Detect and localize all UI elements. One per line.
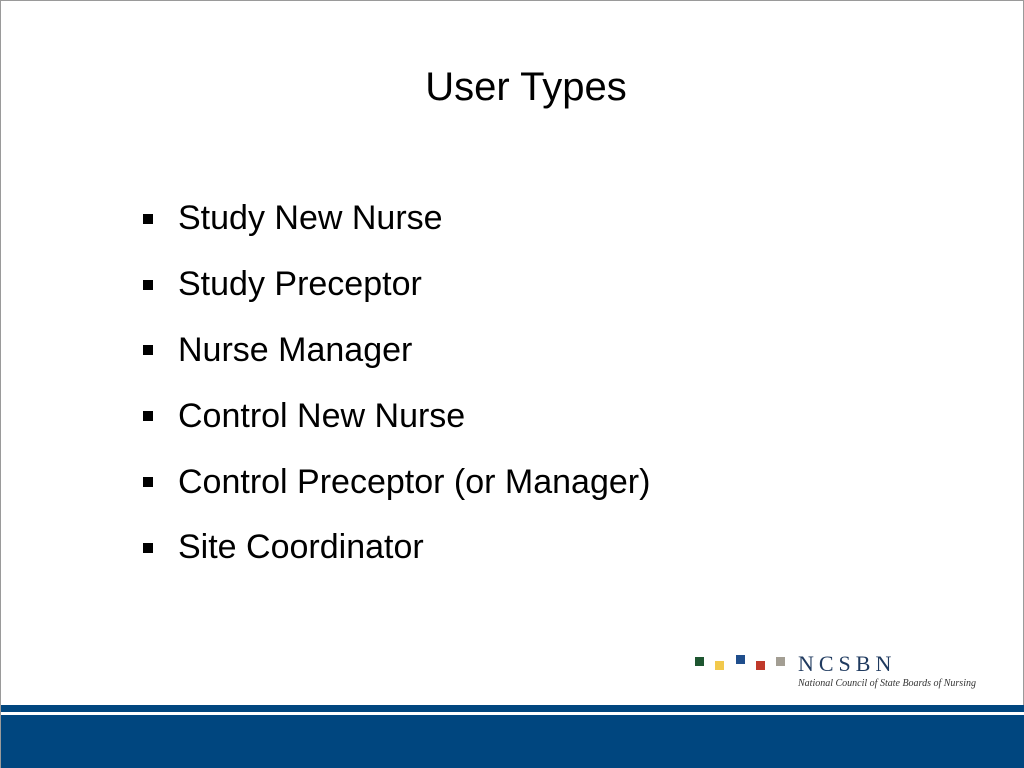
logo-square: [736, 655, 745, 664]
bullet-text: Nurse Manager: [178, 330, 413, 369]
footer-band: [1, 715, 1024, 768]
bullet-text: Control New Nurse: [178, 396, 466, 435]
bullet-text: Study New Nurse: [178, 199, 443, 238]
bullet-item: [139, 515, 650, 581]
bullet-item: [139, 186, 650, 252]
logo-square: [776, 657, 785, 666]
footer-stripe: [1, 705, 1024, 712]
square-bullet-icon: [143, 477, 153, 487]
square-bullet-icon: [143, 280, 153, 290]
bullet-item: [139, 449, 650, 515]
bullet-text: Site Coordinator: [178, 528, 424, 567]
bullet-text: Study Preceptor: [178, 265, 422, 304]
ncsbn-logo: [695, 651, 985, 696]
bullet-list: [139, 186, 650, 581]
bullet-item: [139, 318, 650, 384]
slide-title: User Types: [425, 65, 627, 109]
logo-tagline: National Council of State Boards of Nursing: [798, 678, 976, 689]
square-bullet-icon: [143, 214, 153, 224]
bullet-item: [139, 383, 650, 449]
bullet-text: Control Preceptor (or Manager): [178, 462, 651, 501]
logo-square: [715, 661, 724, 670]
logo-wordmark: NCSBN: [798, 651, 897, 676]
bullet-item: [139, 252, 650, 318]
logo-square: [756, 661, 765, 670]
square-bullet-icon: [143, 345, 153, 355]
logo-square: [695, 657, 704, 666]
square-bullet-icon: [143, 411, 153, 421]
square-bullet-icon: [143, 543, 153, 553]
